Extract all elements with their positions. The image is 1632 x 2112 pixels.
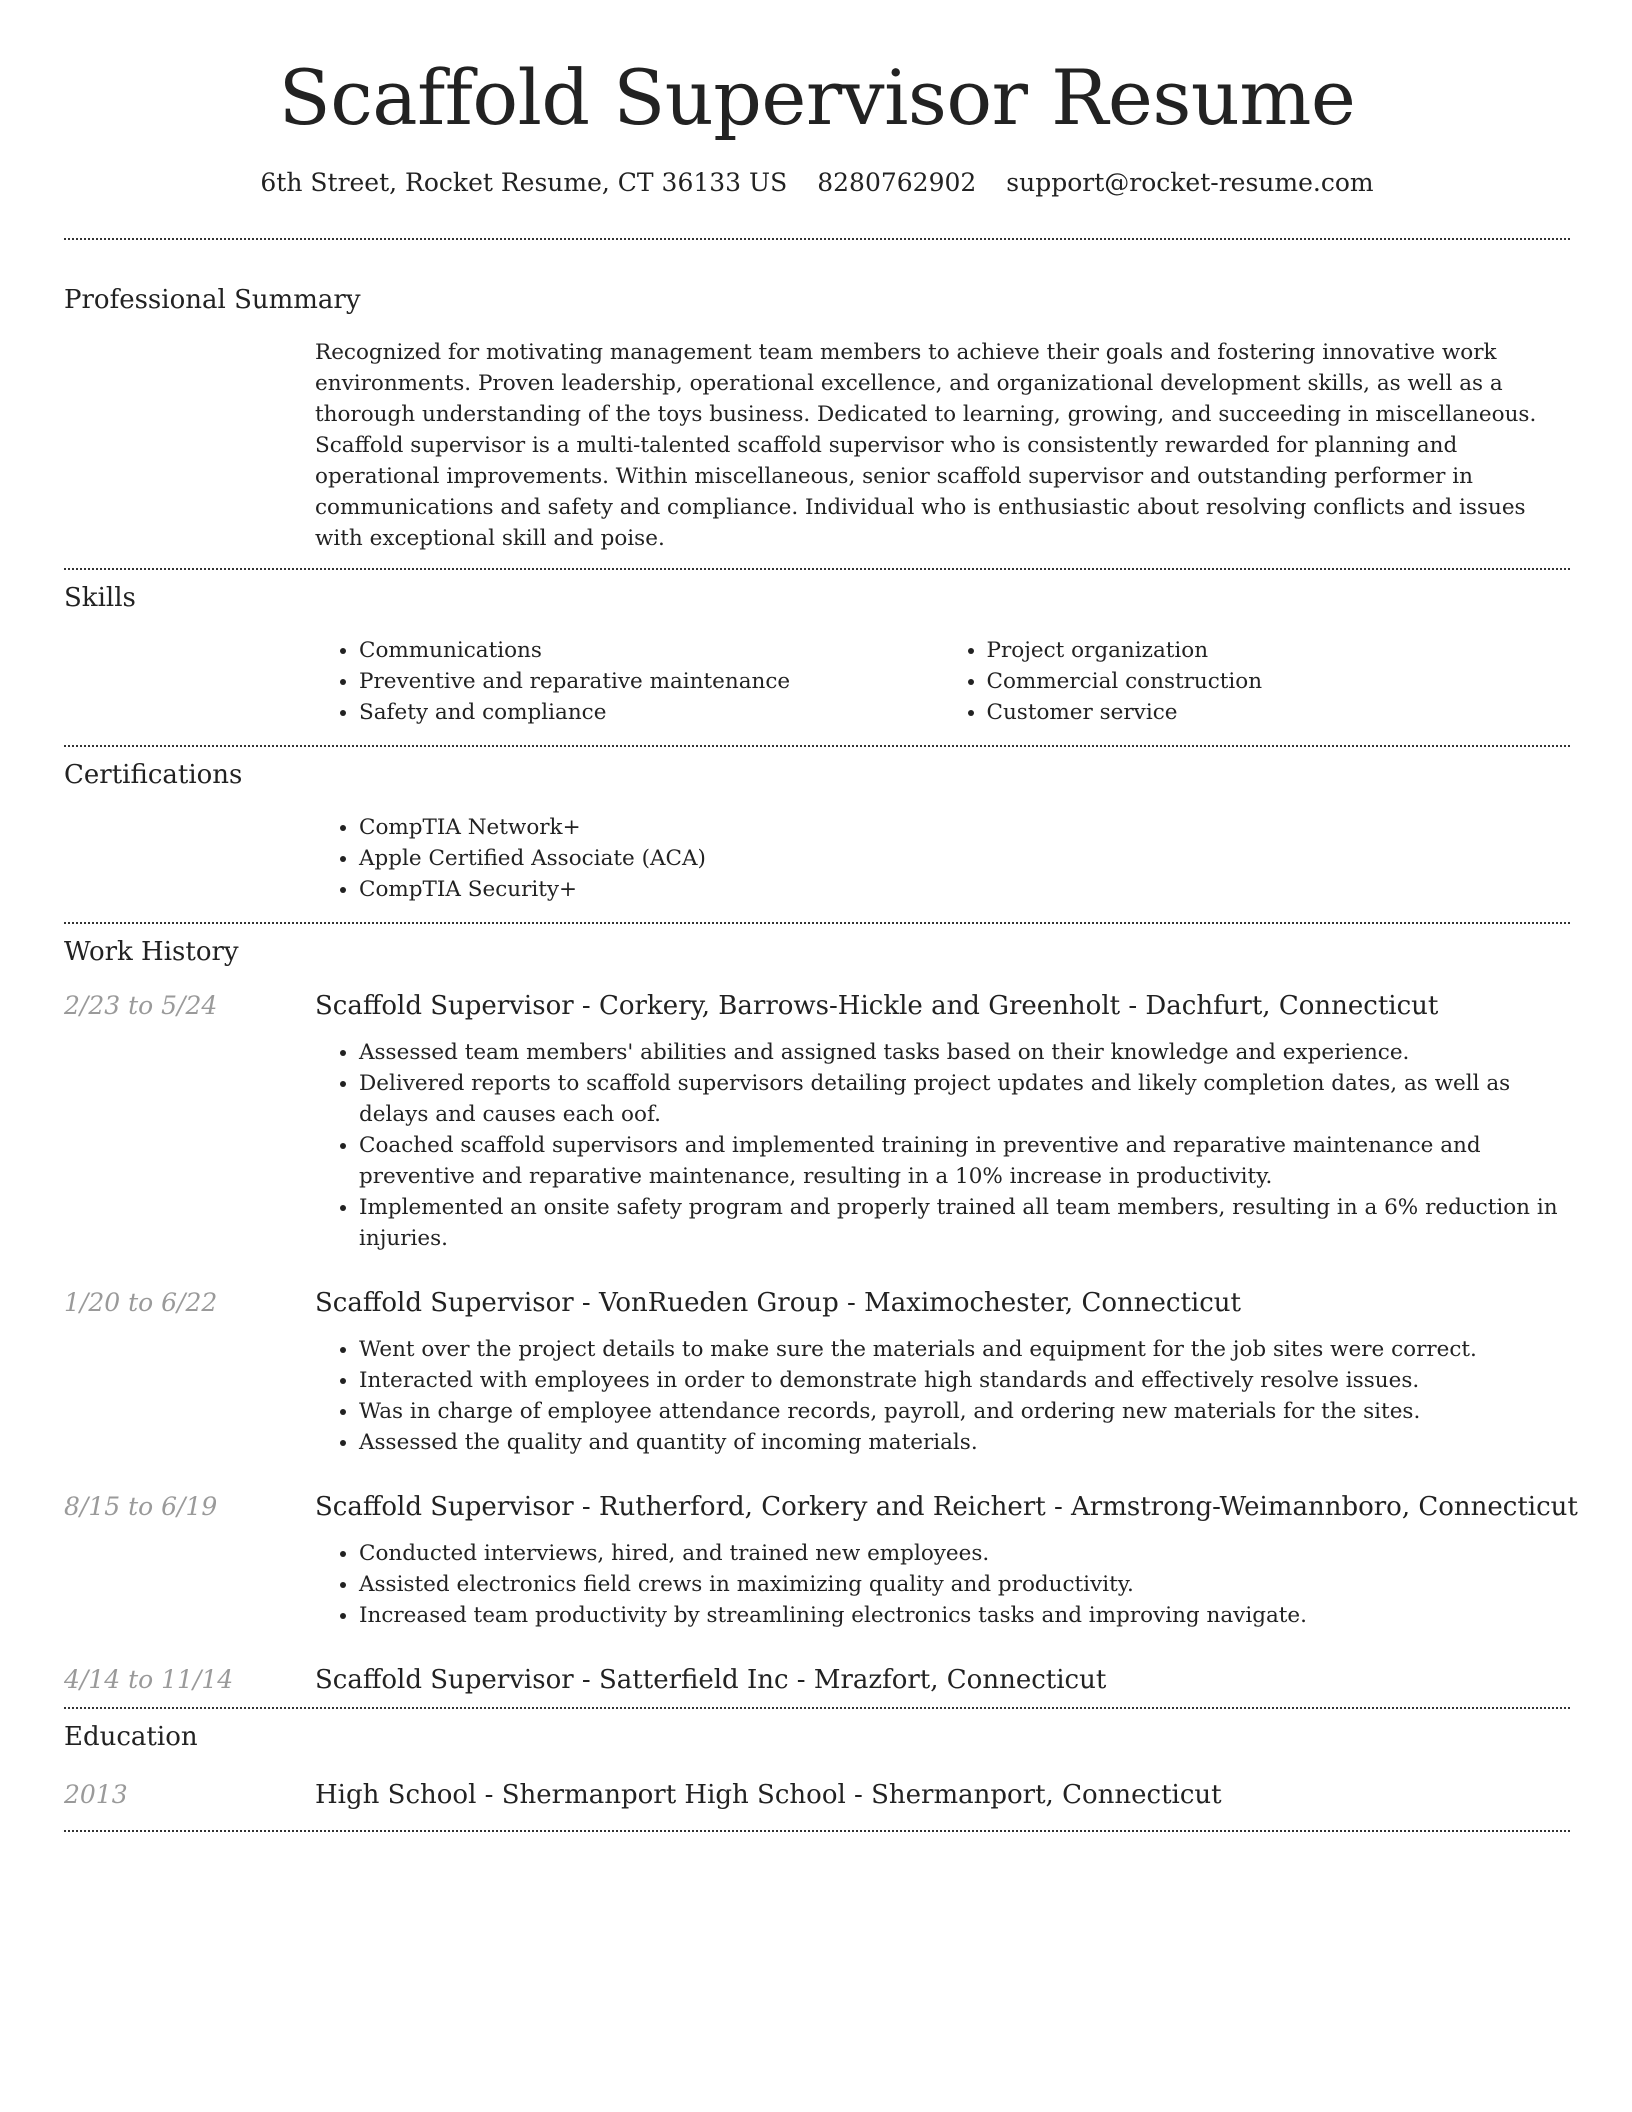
- job-entry: [64, 1490, 1578, 1631]
- divider: [64, 1830, 1570, 1832]
- certification-item: • CompTIA Security+: [359, 874, 1570, 905]
- job-entry: [64, 989, 1570, 1254]
- divider: [64, 238, 1570, 240]
- resume-title: Scaffold Supervisor Resume: [278, 53, 1356, 142]
- job-dates: 1/20 to 6/22: [64, 1288, 218, 1317]
- summary-text: Recognized for motivating management team members to achieve their goals and fostering innovative work environments. Proven leadership, operational excellence, and organizational development skills, as well as a thorough understanding of the toys business. Dedicated to learning, growing, and succeeding in miscellaneous. Scaffold supervisor is a multi-talented scaffold supervisor who is consistently rewarded for planning and operational improvements. Within miscellaneous, senior scaffold supervisor and outstanding performer in communications and safety and compliance. Individual who is enthusiastic about resolving conflicts and issues with exceptional skill and poise.: [315, 340, 1537, 551]
- job-title: Scaffold Supervisor - Satterfield Inc - Mrazfort, Connecticut: [315, 1665, 1107, 1695]
- job-dates: 4/14 to 11/14: [64, 1665, 234, 1694]
- contact-phone: 8280762902: [817, 168, 977, 197]
- job-bullet: • Assisted electronics field crews in maximizing quality and productivity.: [359, 1569, 1570, 1600]
- divider: [64, 1707, 1570, 1709]
- section-heading-work-history: Work History: [64, 937, 239, 967]
- resume-page: [64, 0, 1578, 1832]
- job-entry: [64, 1663, 1570, 1697]
- job-bullets: [315, 1334, 1570, 1458]
- section-heading-summary: Professional Summary: [64, 285, 361, 315]
- certifications-list: [315, 812, 1570, 905]
- education-dates: 2013: [64, 1780, 128, 1809]
- job-bullet: • Coached scaffold supervisors and implemented training in preventive and reparative maintenance and preventive and reparative maintenance, resulting in a 10% increase in productivity.: [359, 1130, 1570, 1192]
- skill-item: • Project organization: [987, 635, 1571, 666]
- skill-item: • Customer service: [987, 697, 1571, 728]
- job-entry: [64, 1286, 1570, 1458]
- skills-column-left: [315, 635, 943, 728]
- job-bullet: • Increased team productivity by streamlining electronics tasks and improving navigate.: [359, 1600, 1570, 1631]
- skill-item: • Safety and compliance: [359, 697, 943, 728]
- job-bullet: • Implemented an onsite safety program and properly trained all team members, resulting in a 6% reduction in injuries.: [359, 1192, 1570, 1254]
- divider: [64, 745, 1570, 747]
- contact-line: [64, 166, 1570, 200]
- job-title: Scaffold Supervisor - Corkery, Barrows-Hickle and Greenholt - Dachfurt, Connecticut: [315, 991, 1439, 1021]
- job-dates: 8/15 to 6/19: [64, 1492, 218, 1521]
- education-entry: [64, 1778, 1570, 1812]
- job-bullet: • Delivered reports to scaffold supervisors detailing project updates and likely completion dates, as well as delays and causes each oof.: [359, 1068, 1570, 1130]
- job-bullet: • Interacted with employees in order to demonstrate high standards and effectively resolve issues.: [359, 1365, 1570, 1396]
- divider: [64, 568, 1570, 570]
- certification-item: • CompTIA Network+: [359, 812, 1570, 843]
- section-heading-certifications: Certifications: [64, 760, 243, 790]
- skill-item: • Preventive and reparative maintenance: [359, 666, 943, 697]
- job-bullet: • Conducted interviews, hired, and trained new employees.: [359, 1538, 1570, 1569]
- job-title: Scaffold Supervisor - Rutherford, Corkery and Reichert - Armstrong-Weimannboro, Connecticut: [315, 1492, 1578, 1522]
- contact-address: 6th Street, Rocket Resume, CT 36133 US: [260, 168, 788, 197]
- job-title: Scaffold Supervisor - VonRueden Group - Maximochester, Connecticut: [315, 1288, 1241, 1318]
- job-bullet: • Went over the project details to make sure the materials and equipment for the job sites were correct.: [359, 1334, 1570, 1365]
- job-bullet: • Assessed team members' abilities and assigned tasks based on their knowledge and experience.: [359, 1037, 1570, 1068]
- section-heading-skills: Skills: [64, 583, 136, 613]
- skills-column-right: [943, 635, 1571, 728]
- section-heading-education: Education: [64, 1722, 198, 1752]
- skill-item: • Commercial construction: [987, 666, 1571, 697]
- job-bullet: • Was in charge of employee attendance records, payroll, and ordering new materials for the sites.: [359, 1396, 1570, 1427]
- skills-list: [315, 635, 1570, 728]
- job-bullets: [315, 1037, 1570, 1254]
- education-title: High School - Shermanport High School - Shermanport, Connecticut: [315, 1780, 1222, 1810]
- skill-item: • Communications: [359, 635, 943, 666]
- contact-email: support@rocket-resume.com: [1006, 168, 1374, 197]
- certification-item: • Apple Certified Associate (ACA): [359, 843, 1570, 874]
- job-bullets: [315, 1538, 1570, 1631]
- divider: [64, 922, 1570, 924]
- job-dates: 2/23 to 5/24: [64, 991, 218, 1020]
- job-bullet: • Assessed the quality and quantity of incoming materials.: [359, 1427, 1570, 1458]
